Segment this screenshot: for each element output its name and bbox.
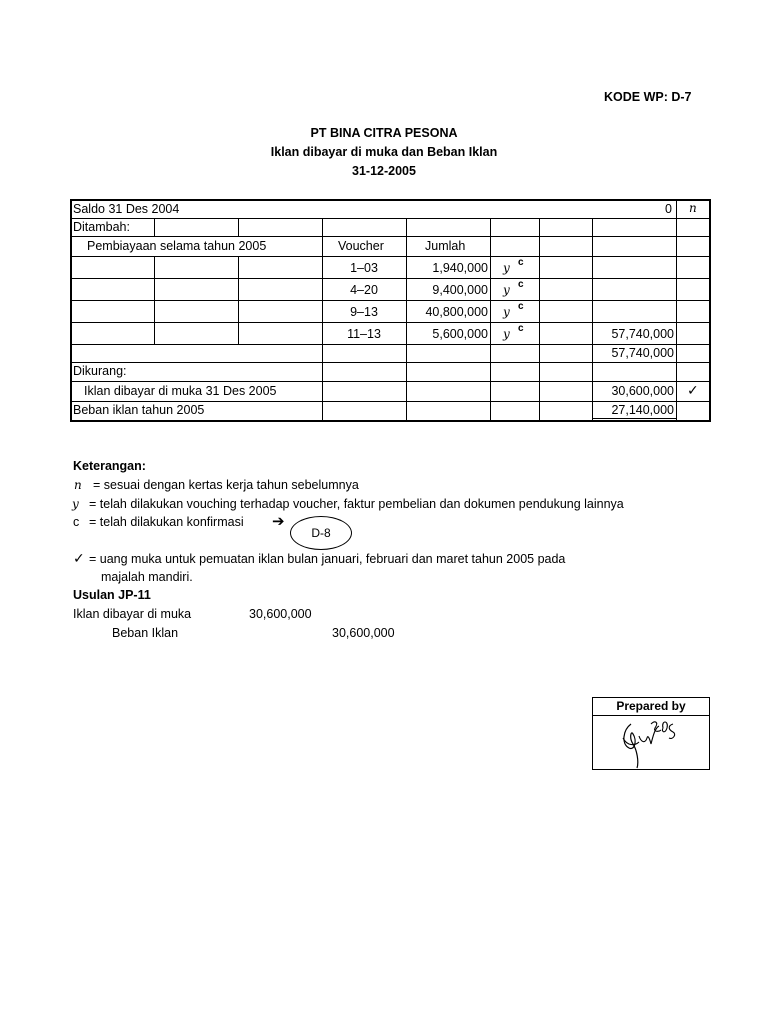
jumlah-cell: 9,400,000	[432, 283, 488, 297]
prepared-by-label: Prepared by	[593, 698, 709, 716]
debit-value: 30,600,000	[249, 607, 312, 621]
c-mark: c	[518, 323, 524, 334]
y-tick-mark: y	[72, 497, 79, 511]
dikurang-label: Dikurang:	[73, 364, 127, 378]
document-date: 31-12-2005	[352, 164, 416, 178]
arrow-right-icon: ➔	[272, 513, 285, 530]
y-tick-mark: y	[503, 261, 510, 275]
jumlah-header: Jumlah	[425, 239, 466, 253]
subtotal-value: 57,740,000	[611, 346, 674, 360]
jumlah-cell: 5,600,000	[432, 327, 488, 341]
iklan-label: Iklan dibayar di muka 31 Des 2005	[84, 384, 277, 398]
c-mark: c	[518, 301, 524, 312]
check-note-line-2: majalah mandiri.	[101, 570, 193, 584]
row-total: 57,740,000	[611, 327, 674, 341]
ditambah-label: Ditambah:	[73, 220, 130, 234]
saldo-label: Saldo 31 Des 2004	[73, 202, 180, 216]
c-note: = telah dilakukan konfirmasi	[89, 515, 244, 529]
credit-label: Beban Iklan	[112, 626, 179, 640]
check-mark: ✓	[687, 383, 699, 399]
voucher-cell: 1–03	[350, 261, 378, 275]
c-mark: c	[518, 279, 524, 290]
n-note: = sesuai dengan kertas kerja tahun sebelumnya	[93, 478, 359, 492]
jumlah-cell: 40,800,000	[425, 305, 488, 319]
iklan-value: 30,600,000	[611, 384, 674, 398]
voucher-cell: 9–13	[350, 305, 378, 319]
reference-d8: D-8	[290, 516, 352, 550]
credit-value: 30,600,000	[332, 626, 395, 640]
beban-label: Beban iklan tahun 2005	[73, 403, 205, 417]
notes-title: Keterangan:	[73, 459, 146, 473]
check-mark: ✓	[73, 551, 85, 567]
voucher-cell: 11–13	[347, 327, 381, 341]
y-note: = telah dilakukan vouching terhadap voucher, faktur pembelian dan dokumen pendukung lainnya	[89, 497, 624, 511]
y-tick-mark: y	[503, 283, 510, 297]
document-subject: Iklan dibayar di muka dan Beban Iklan	[270, 145, 498, 159]
c-symbol: c	[73, 515, 80, 529]
company-name: PT BINA CITRA PESONA	[310, 126, 458, 140]
saldo-value: 0	[665, 202, 672, 216]
beban-value: 27,140,000	[611, 403, 674, 417]
jumlah-cell: 1,940,000	[432, 261, 488, 275]
pembiayaan-label: Pembiayaan selama tahun 2005	[87, 239, 267, 253]
y-tick-mark: y	[503, 327, 510, 341]
debit-label: Iklan dibayar di muka	[73, 607, 192, 621]
n-tick-mark: n	[74, 478, 82, 492]
wp-code: KODE WP: D-7	[604, 90, 692, 104]
check-note-line-1: = uang muka untuk pemuatan iklan bulan januari, februari dan maret tahun 2005 pada	[89, 552, 566, 566]
y-tick-mark: y	[503, 305, 510, 319]
prepared-by-box	[592, 697, 710, 770]
n-tick-mark: n	[689, 201, 697, 215]
voucher-cell: 4–20	[350, 283, 378, 297]
usulan-title: Usulan JP-11	[73, 588, 151, 602]
voucher-header: Voucher	[338, 239, 384, 253]
signature-image	[593, 716, 709, 770]
c-mark: c	[518, 257, 524, 268]
